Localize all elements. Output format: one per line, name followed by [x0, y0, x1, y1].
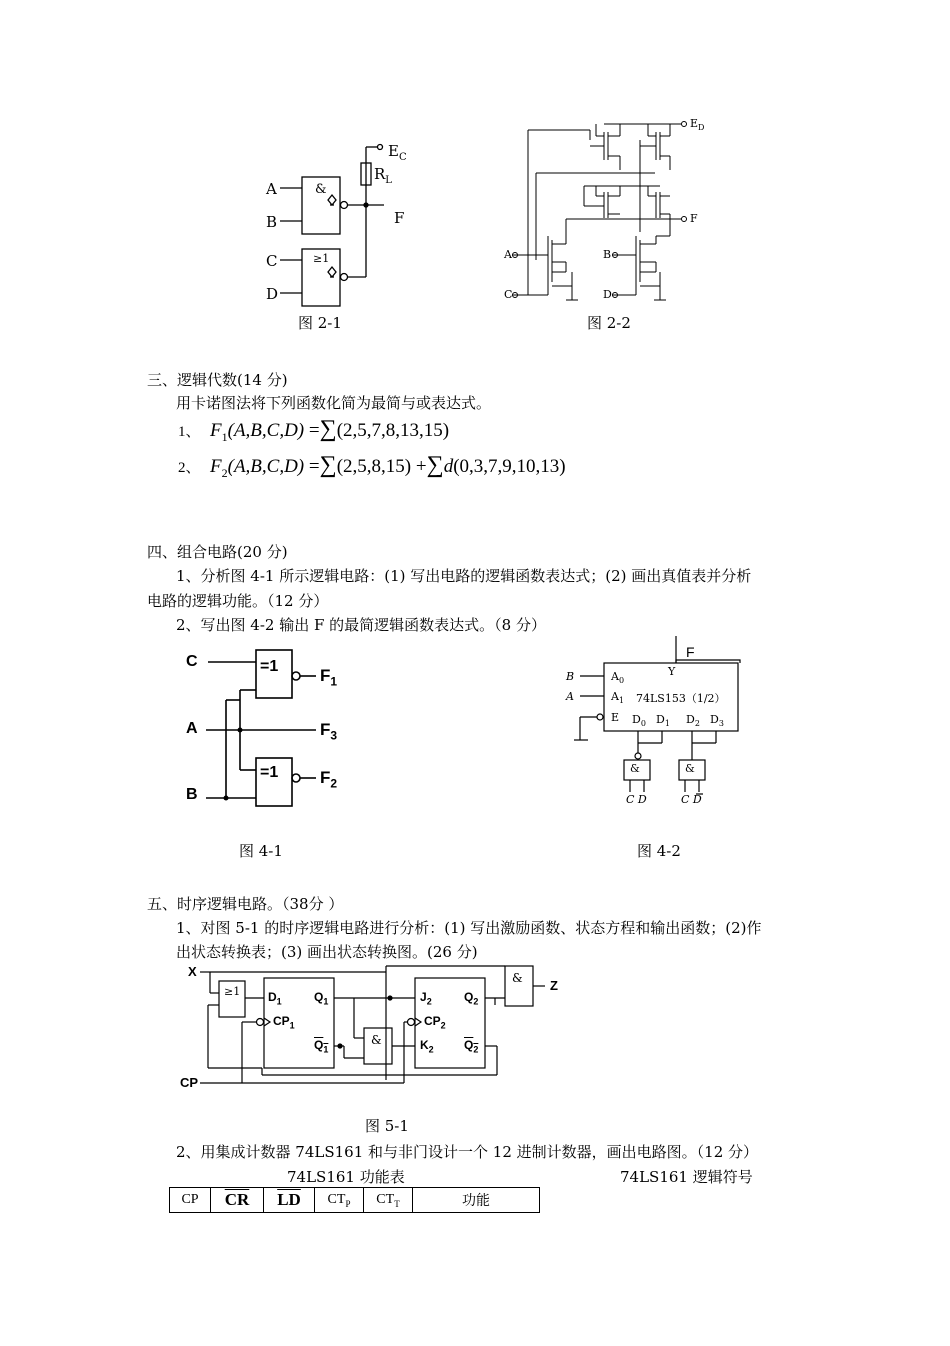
fig4-2-pin-D1: $D_1$ — [656, 713, 670, 729]
fig2-1-or-symbol: ≥1 — [313, 252, 330, 265]
fig4-2-output-F: F — [686, 644, 695, 660]
fig5-1-pin-Q2bar: $Q_2$ — [464, 1038, 479, 1055]
fig4-2-gate1-inputs: C D — [626, 793, 647, 806]
fig4-2-pin-D2: $D_2$ — [686, 713, 700, 729]
col-cr: $\overline{CR}$ — [211, 1188, 264, 1213]
fig2-1-input-B: B — [266, 213, 278, 231]
fig4-2-input-A: A — [566, 690, 574, 703]
section5-q2: 2、用集成计数器 74LS161 和与非门设计一个 12 进制计数器，画出电路图。（12 分） — [176, 1143, 759, 1161]
fig2-1-resistor-label: $R_L$ — [374, 165, 392, 186]
section4-q2: 2、写出图 4-2 输出 F 的最简逻辑函数表达式。（8 分） — [176, 616, 546, 634]
fig5-1-and-symbol: & — [371, 1033, 382, 1047]
fig5-1-input-CP: CP — [180, 1075, 199, 1090]
section5-q1-line2: 出状态转换表；(3) 画出状态转换图。(26 分) — [176, 943, 478, 961]
section3-intro: 用卡诺图法将下列函数化简为最简与或表达式。 — [176, 394, 492, 412]
fig4-1-output-F1: $F_1$ — [320, 666, 338, 689]
table-header-row — [170, 1188, 540, 1213]
fig4-2-chip-name: 74LS153（1/2） — [636, 692, 726, 705]
fig4-2-pin-D0: $D_0$ — [632, 713, 646, 729]
section3-formula-2: 2、 $F_2(A,B,C,D) =\sum(2,5,8,15) +\sum d(0,3,7,9,10,13)$ — [178, 452, 566, 480]
section5-q1-line1: 1、对图 5-1 的时序逻辑电路进行分析：(1) 写出激励函数、状态方程和输出函数；(2)作 — [176, 919, 762, 937]
fig4-1-output-F2: $F_2$ — [320, 768, 338, 791]
fig2-1-input-A: A — [266, 180, 277, 198]
fig2-2-input-A: A — [504, 248, 512, 261]
fig2-1-supply: $E_C$ — [388, 142, 407, 163]
section4-q1-line1: 1、分析图 4-1 所示逻辑电路：(1) 写出电路的逻辑函数表达式；(2) 画出真值表并分析 — [176, 567, 752, 585]
fig4-1-caption: 图 4-1 — [239, 842, 283, 860]
fig2-1-input-C: C — [266, 252, 278, 270]
fig4-1-input-B: B — [186, 786, 198, 803]
fig5-1-pin-J2: $J_2$ — [420, 990, 432, 1007]
fig2-2-caption: 图 2-2 — [587, 314, 631, 332]
fig4-2-output-Y: Y — [668, 665, 676, 678]
fig5-1-caption: 图 5-1 — [365, 1117, 409, 1135]
fig5-1-pin-CP1: $CP_1$ — [273, 1014, 295, 1031]
section3-title: 三、逻辑代数(14 分) — [147, 371, 288, 389]
section3-formula-1: 1、 $F_1(A,B,C,D) =\sum(2,5,7,8,13,15)$ — [178, 416, 450, 444]
fig4-2-caption: 图 4-2 — [637, 842, 681, 860]
fig2-2-supply: $E_D$ — [690, 117, 705, 133]
fig5-1-pin-CP2: $CP_2$ — [424, 1014, 446, 1031]
fig5-1-pin-D1: $D_1$ — [268, 990, 282, 1007]
fig2-2-output-F: F — [690, 212, 698, 225]
fig4-2-pin-D3: $D_3$ — [710, 713, 724, 729]
fig2-2-input-B: B — [603, 248, 612, 261]
function-table — [169, 1187, 540, 1213]
fig4-1-xor-2-label: =1 — [260, 764, 279, 781]
fig4-1-input-A: A — [186, 720, 198, 737]
col-ld: $\overline{LD}$ — [264, 1188, 315, 1213]
fig5-1-output-Z: Z — [550, 978, 558, 993]
fig2-1-output-F: F — [394, 209, 405, 227]
symbol-caption: 74LS161 逻辑符号 — [620, 1168, 753, 1186]
section4-title: 四、组合电路(20 分) — [147, 543, 288, 561]
fig2-2-input-C: C — [504, 288, 513, 301]
fig4-1-output-F3: $F_3$ — [320, 720, 338, 743]
fig2-1-caption: 图 2-1 — [298, 314, 342, 332]
fig5-1-and2-symbol: & — [512, 971, 523, 985]
fig2-1-and-symbol: & — [315, 182, 327, 197]
fig5-1-input-X: X — [188, 964, 197, 979]
fig4-2-gate1-symbol: & — [630, 762, 640, 775]
table-caption: 74LS161 功能表 — [287, 1168, 405, 1186]
fig5-1-pin-Q1bar: $Q_1$ — [314, 1038, 329, 1055]
fig2-1-input-D: D — [266, 285, 279, 303]
fig5-1-or-symbol: ≥1 — [224, 985, 241, 998]
fig4-1-input-C: C — [186, 653, 198, 670]
section5-title: 五、时序逻辑电路。（38分 ） — [147, 895, 344, 913]
fig4-2-gate2-inputs: C D — [681, 793, 702, 806]
fig4-2-input-B: B — [566, 670, 575, 683]
fig4-2-pin-A1: $A_1$ — [611, 690, 625, 706]
fig5-1-pin-K2: $K_2$ — [420, 1038, 434, 1055]
section4-q1-line2: 电路的逻辑功能。（12 分） — [147, 592, 329, 610]
col-ctp: $CT_P$ — [315, 1188, 364, 1213]
col-ctt: $CT_T$ — [364, 1188, 413, 1213]
fig4-1-xor-1-label: =1 — [260, 658, 279, 675]
col-cp: CP — [170, 1188, 211, 1213]
fig5-1-pin-Q1: $Q_1$ — [314, 990, 329, 1007]
fig5-1-pin-Q2: $Q_2$ — [464, 990, 479, 1007]
fig4-2-pin-A0: $A_0$ — [611, 670, 625, 686]
col-function: 功能 — [413, 1188, 540, 1213]
fig4-2-gate2-symbol: & — [685, 762, 695, 775]
fig4-2-pin-E: E — [611, 711, 620, 724]
fig2-2-input-D: D — [603, 288, 612, 301]
